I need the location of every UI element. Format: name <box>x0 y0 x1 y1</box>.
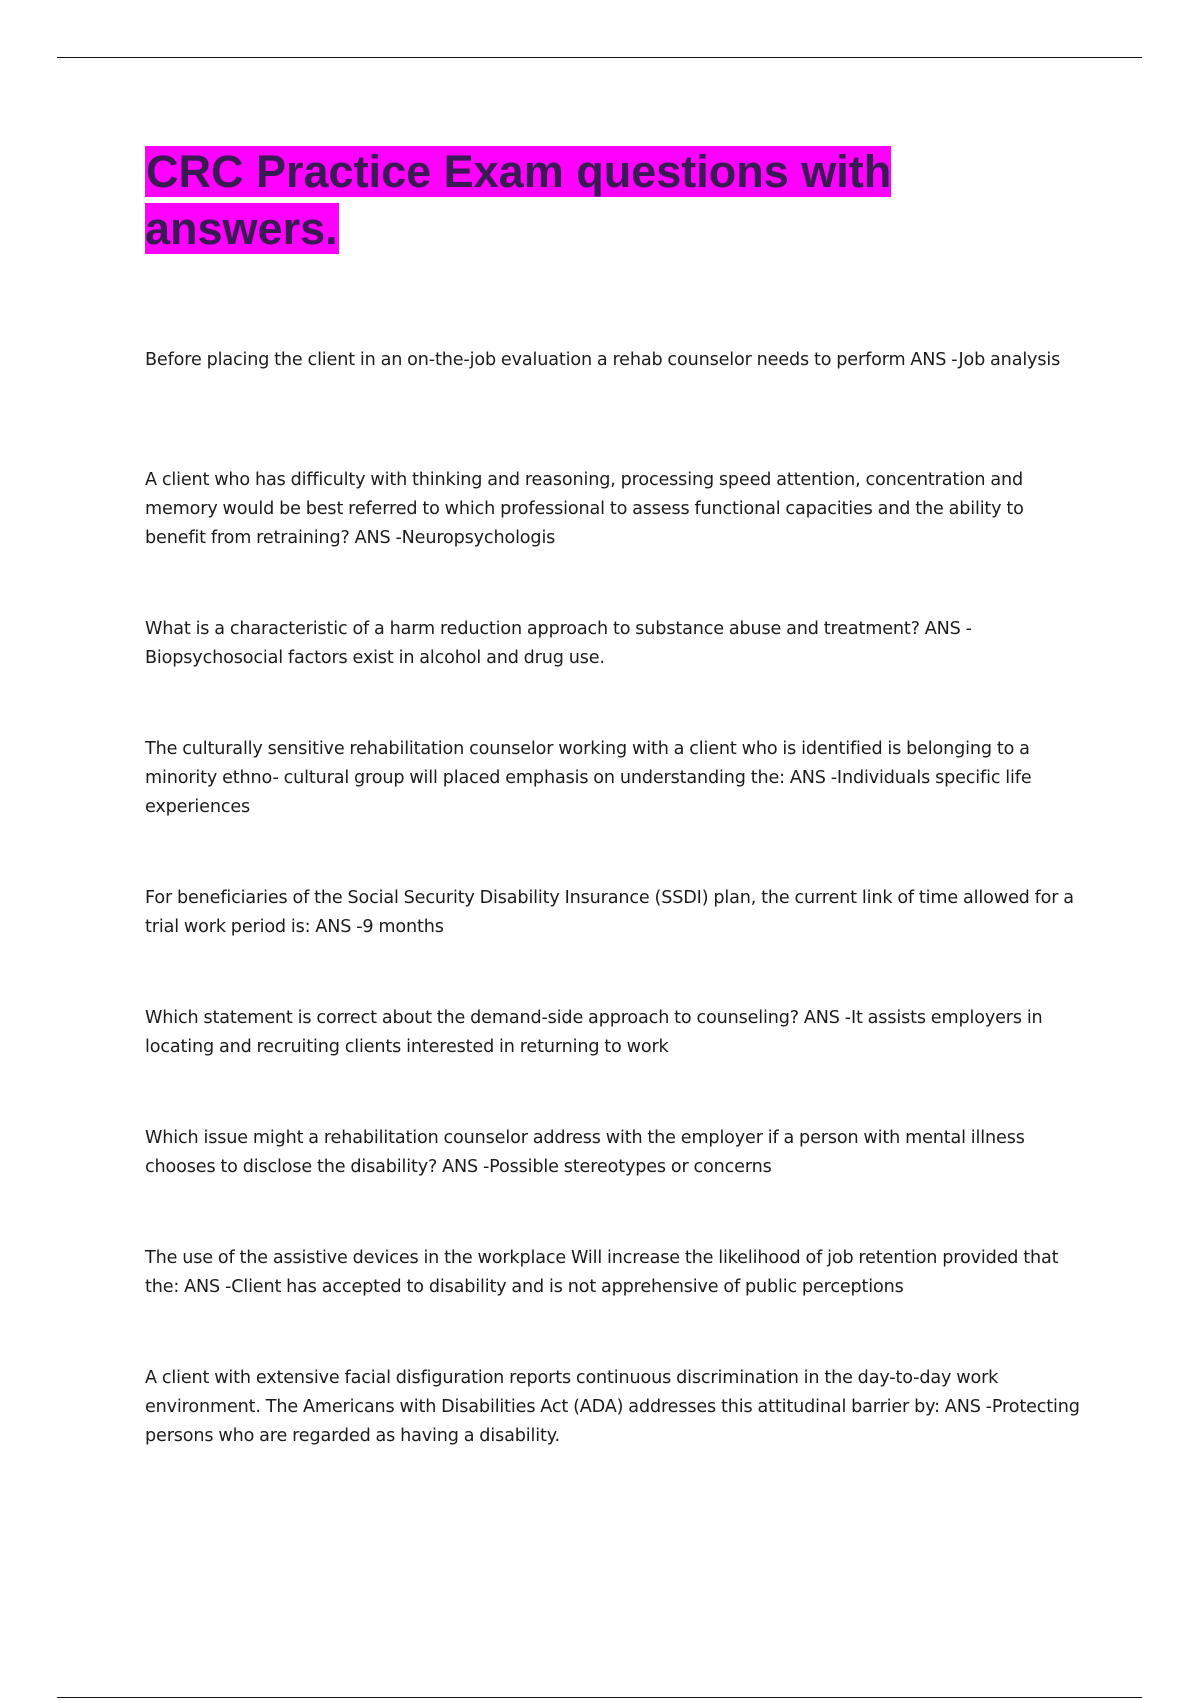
qa-item-8: The use of the assistive devices in the workplace Will increase the likelihood of job retention provided that the: ANS -Client has accepted to disability and is not apprehensive of public perceptions <box>145 1248 1059 1297</box>
qa-item-6: Which statement is correct about the demand-side approach to counseling? ANS -It assists employers in locating and recruiting clients interested in returning to work <box>145 1008 1043 1057</box>
qa-item-4: The culturally sensitive rehabilitation counselor working with a client who is identified is belonging to a minority ethno- cultural group will placed emphasis on understanding the: ANS -Individuals specific life experiences <box>145 739 1032 817</box>
qa-item-7: Which issue might a rehabilitation counselor address with the employer if a person with mental illness chooses to disclose the disability? ANS -Possible stereotypes or concerns <box>145 1128 1025 1177</box>
header-rule <box>57 57 1142 58</box>
qa-item-2: A client who has difficulty with thinking and reasoning, processing speed attention, concentration and memory would be best referred to which professional to assess functional capacities and the ability to benefit from retraining? ANS -Neuropsychologis <box>145 470 1024 548</box>
qa-item-5: For beneficiaries of the Social Security Disability Insurance (SSDI) plan, the current link of time allowed for a trial work period is: ANS -9 months <box>145 888 1074 937</box>
qa-item-9: A client with extensive facial disfiguration reports continuous discrimination in the day-to-day work environment. The Americans with Disabilities Act (ADA) addresses this attitudinal barrier by: ANS -Protecting persons who are regarded as having a disability. <box>145 1368 1080 1446</box>
footer-rule <box>57 1697 1142 1698</box>
qa-item-3: What is a characteristic of a harm reduction approach to substance abuse and treatment? ANS -Biopsychosocial factors exist in alcohol and drug use. <box>145 619 972 668</box>
title-highlight: CRC Practice Exam questions with answers. <box>145 146 892 254</box>
document-title <box>145 143 1045 257</box>
qa-item-1: Before placing the client in an on-the-job evaluation a rehab counselor needs to perform ANS -Job analysis <box>145 350 1061 370</box>
